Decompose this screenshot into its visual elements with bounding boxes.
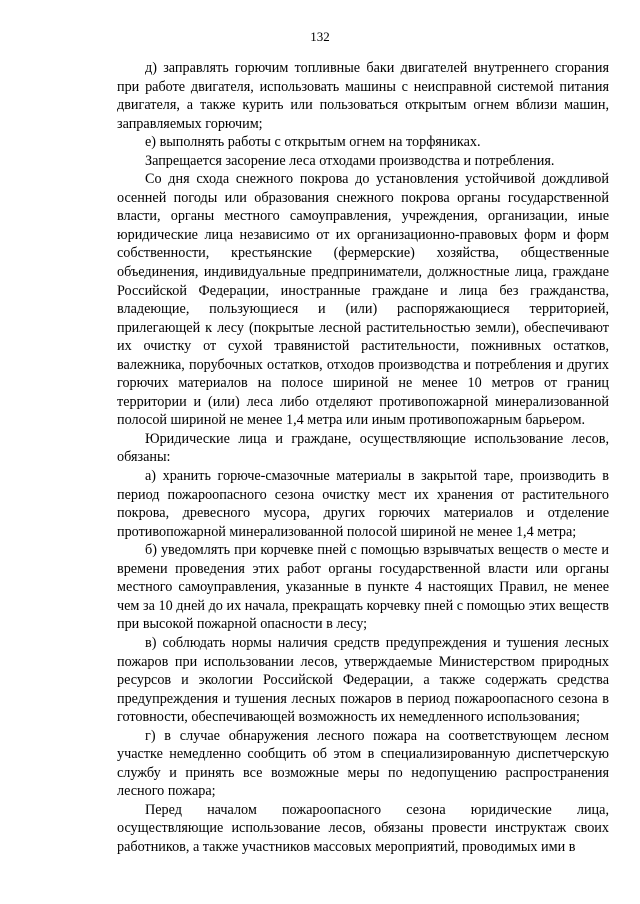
paragraph-obligations-intro: Юридические лица и граждане, осуществляющие использование лесов, обязаны: xyxy=(117,430,609,466)
paragraph-instruction: Перед началом пожароопасного сезона юридические лица, осуществляющие использование лесов, обязаны провести инструктаж своих работников, а также участников массовых мероприятий, проводимых ими в xyxy=(117,801,609,855)
paragraph-littering-ban: Запрещается засорение леса отходами производства и потребления. xyxy=(145,152,555,169)
paragraph-v: в) соблюдать нормы наличия средств предупреждения и тушения лесных пожаров при использовании лесов, утверждаемые Министерством природных ресурсов и экологии Российской Федерации, а также содержать средства предупреждения и тушения лесных пожаров в период пожароопасного сезона в готовности, обеспечивающей возможность их немедленного использования; xyxy=(117,634,609,726)
paragraph-b: б) уведомлять при корчевке пней с помощью взрывчатых веществ о месте и времени проведения этих работ органы государственной власти или органы местного самоуправления, указанные в пункте 4 настоящих Правил, не менее чем за 10 дней до их начала, прекращать корчевку пней с помощью этих веществ при высокой пожарной опасности в лесу; xyxy=(117,542,609,633)
paragraph-g: г) в случае обнаружения лесного пожара на соответствующем лесном участке немедленно сообщить об этом в специализированную диспетчерскую службу и принять все возможные меры по недопущению распространения лесного пожара; xyxy=(117,727,609,800)
paragraph-e: е) выполнять работы с открытым огнем на торфяниках. xyxy=(145,134,481,151)
paragraph-a: а) хранить горюче-смазочные материалы в закрытой таре, производить в период пожароопасного сезона очистку мест их хранения от растительного покрова, древесного мусора, других горючих материалов и отделение противопожарной минерализованной полосой шириной не менее 1,4 метра; xyxy=(117,468,609,540)
body-text xyxy=(117,59,609,857)
paragraph-d: д) заправлять горючим топливные баки двигателей внутреннего сгорания при работе двигателя, использовать машины с неисправной системой питания двигателя, а также курить или пользоваться открытым огнем вблизи машин, заправляемых горючим; xyxy=(117,60,609,132)
page-number: 132 xyxy=(310,29,330,44)
paragraph-snow-cover: Со дня схода снежного покрова до установления устойчивой дождливой осенней погоды или образования снежного покрова органы государственной власти, органы местного самоуправления, учреждения, организации, иные юридические лица независимо от их организационно-правовых форм и форм собственности, крестьянские (фермерские) хозяйства, общественные объединения, индивидуальные предприниматели, должностные лица, граждане Российской Федерации, иностранные граждане и лица без гражданства, владеющие, пользующиеся и (или) распоряжающиеся территорией, прилегающей к лесу (покрытые лесной растительностью земли), обеспечивают их очистку от сухой травянистой растительности, пожнивных остатков, валежника, порубочных остатков, отходов производства и потребления и других горючих материалов на полосе шириной не менее 10 метров от границ территории и (или) леса либо отделяют противопожарной минерализованной полосой шириной не менее 1,4 метра или иным противопожарным барьером. xyxy=(117,171,609,429)
